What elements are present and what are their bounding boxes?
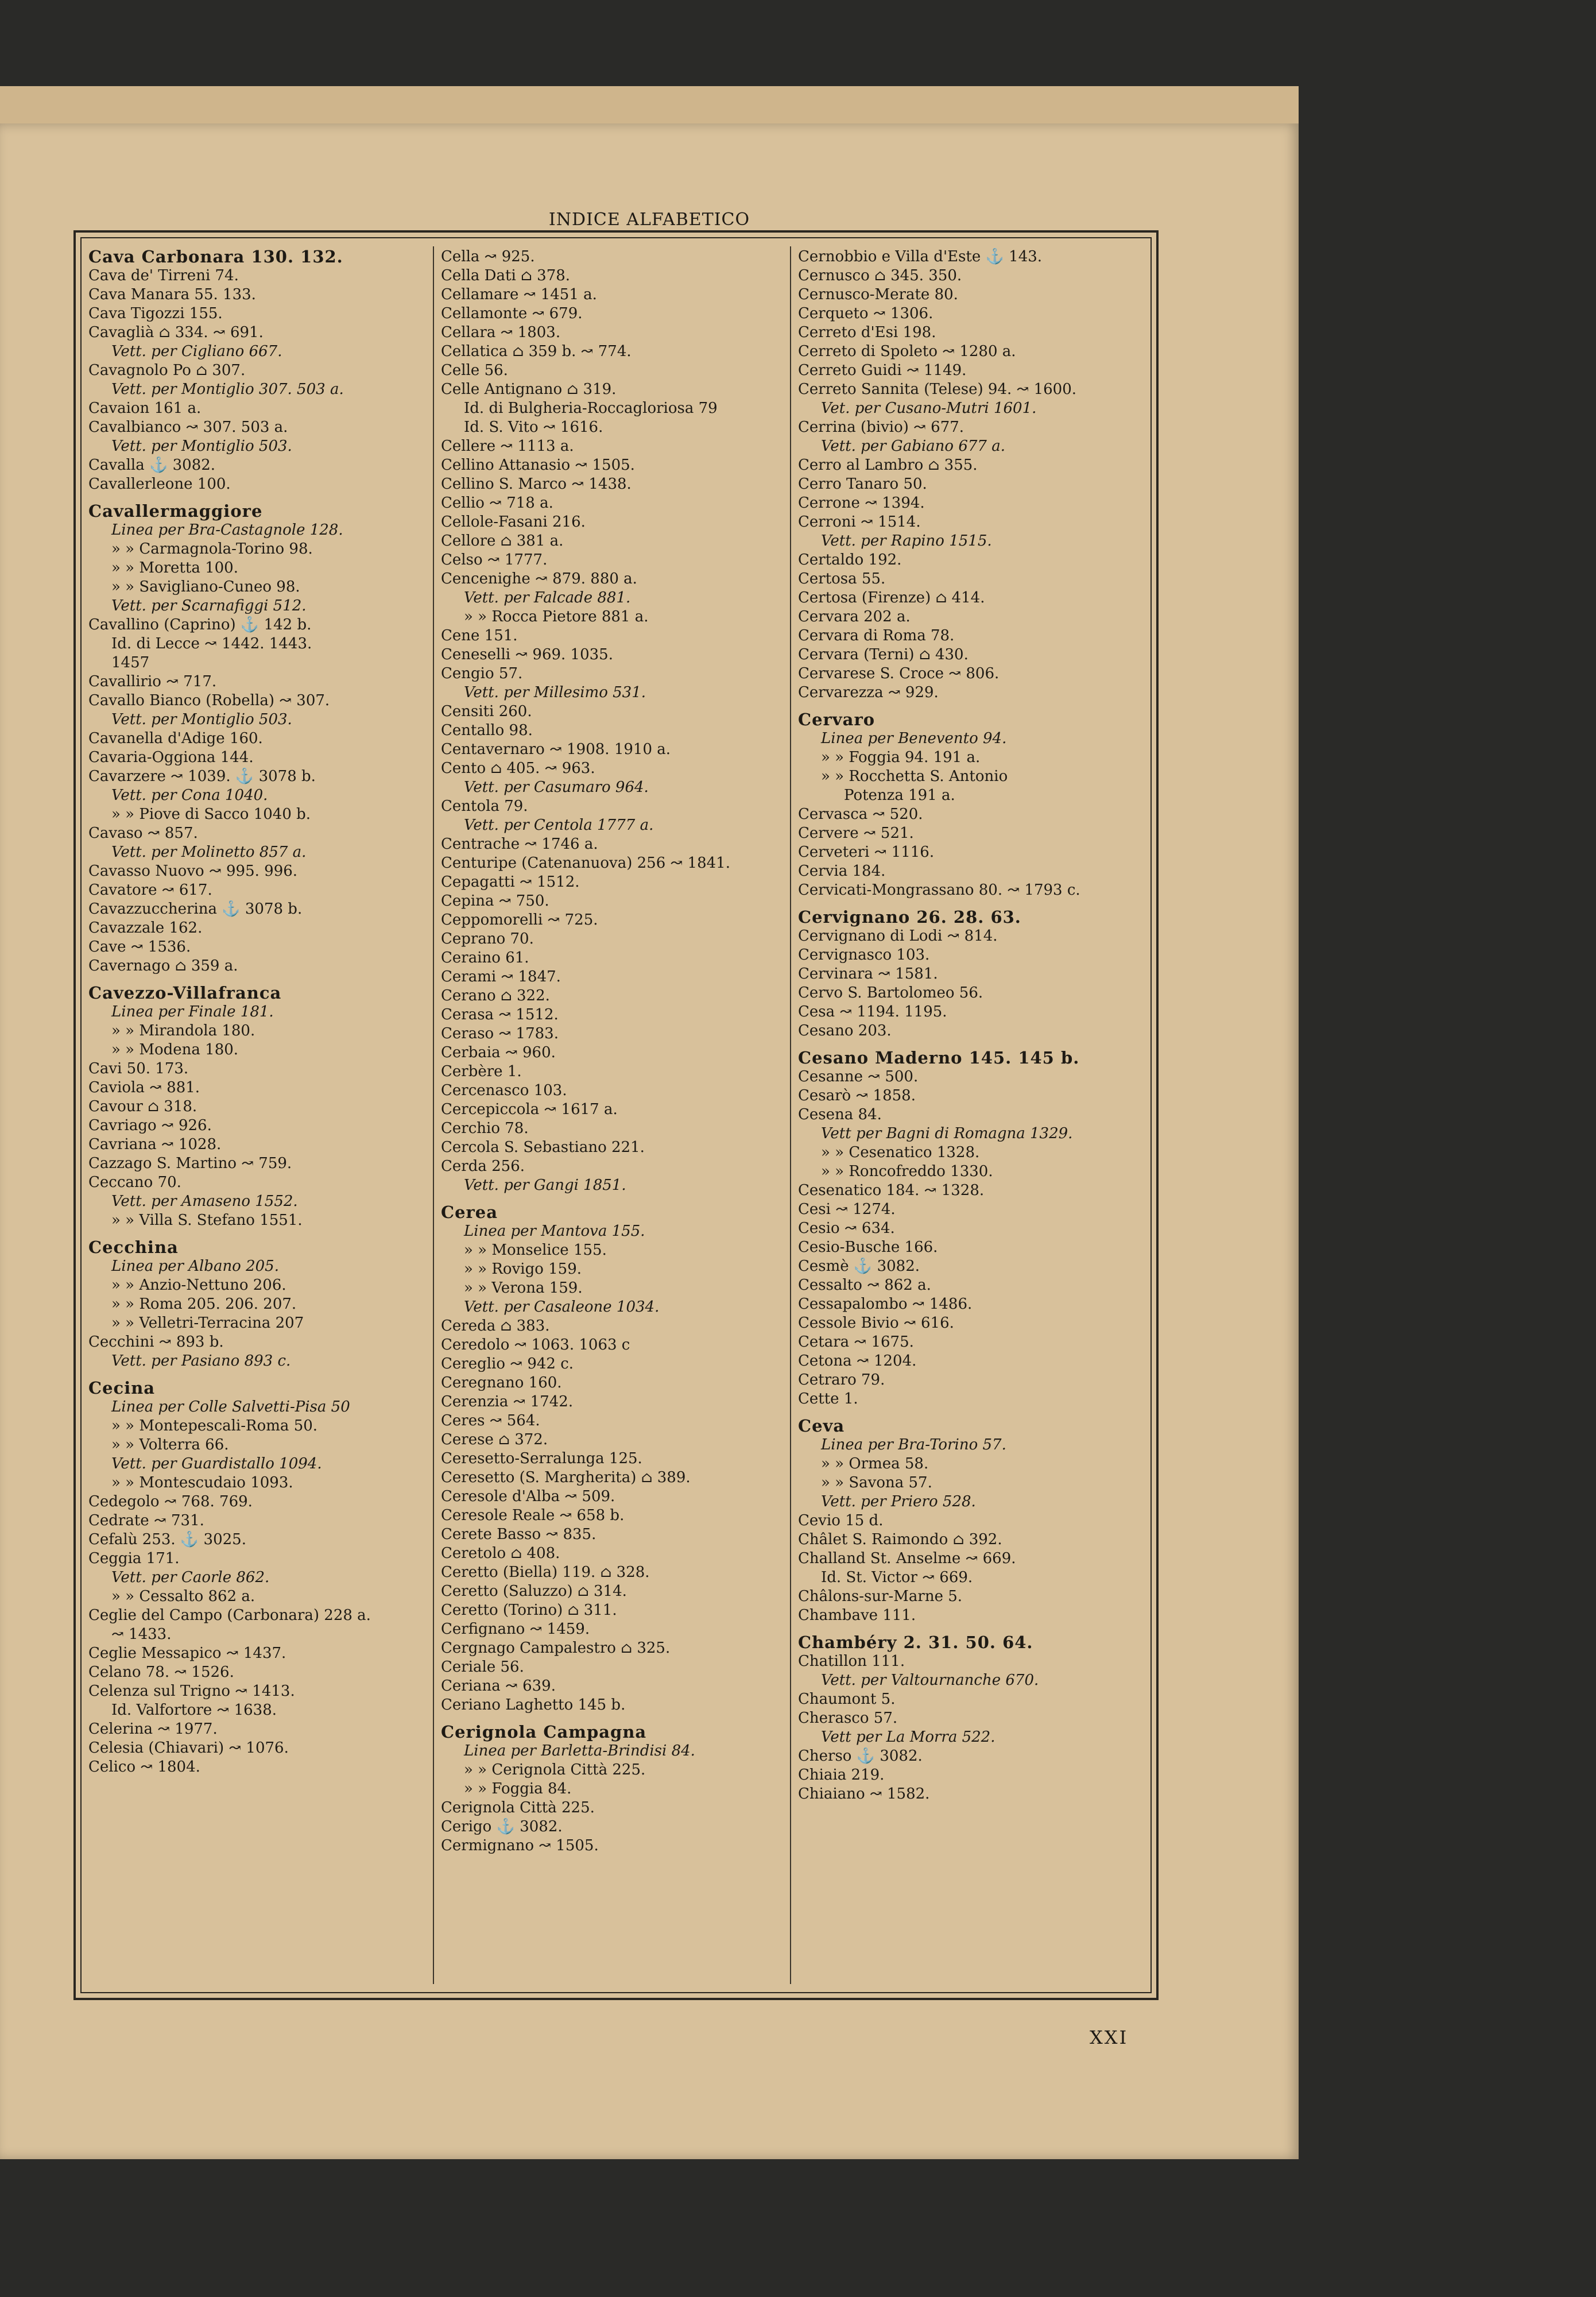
index-entry: Ceriana ↝ 639. [441,1677,556,1695]
index-entry: Vett. per Montiglio 503. [111,711,292,728]
index-entry: Cerbaia ↝ 960. [441,1044,556,1061]
index-entry: » » Modena 180. [111,1041,239,1058]
index-entry: Centavernaro ↝ 1908. 1910 a. [441,741,671,758]
index-entry: Cervarezza ↝ 929. [798,684,939,701]
index-entry: Cellino Attanasio ↝ 1505. [441,457,635,474]
index-entry: Certaldo 192. [798,551,902,569]
index-entry: Cava Tigozzi 155. [88,305,223,322]
index-entry: Challand St. Anselme ↝ 669. [798,1550,1016,1567]
index-entry: Cervicati-Mongrassano 80. ↝ 1793 c. [798,881,1080,899]
index-heading: Chambéry 2. 31. 50. 64. [798,1633,1033,1652]
index-entry: Cavagnolo Po ⌂ 307. [88,362,246,379]
index-entry: Vett. per Scarnafiggi 512. [111,597,307,614]
index-heading: Cecina [88,1378,156,1398]
index-entry: Cernusco-Merate 80. [798,286,958,303]
index-entry: Cellino S. Marco ↝ 1438. [441,475,632,493]
index-entry: Cesanne ↝ 500. [798,1068,919,1085]
index-entry: Cerasa ↝ 1512. [441,1006,559,1023]
index-entry: Cella Dati ⌂ 378. [441,267,571,284]
index-entry: Chambave 111. [798,1607,916,1624]
index-entry: Cavaion 161 a. [88,400,202,417]
index-entry: Id. di Bulgheria-Roccagloriosa 79 [464,400,718,417]
index-entry: Cervignasco 103. [798,946,930,964]
index-entry: Cavernago ⌂ 359 a. [88,957,238,975]
index-entry: Vett. per Montiglio 307. 503 a. [111,381,344,398]
index-entry: » » Montepescali-Roma 50. [111,1417,318,1434]
index-entry: Cetraro 79. [798,1371,885,1389]
index-entry: Cavallirio ↝ 717. [88,673,217,690]
index-entry: Certosa (Firenze) ⌂ 414. [798,589,985,606]
index-entry: » » Cesenatico 1328. [821,1144,980,1161]
spacer [88,494,427,502]
index-entry: Centuripe (Catenanuova) 256 ↝ 1841. [441,854,730,872]
index-entry: Chaumont 5. [798,1691,896,1708]
index-entry: » » Anzio-Nettuno 206. [111,1277,286,1294]
index-entry: Id. di Lecce ↝ 1442. 1443. [111,635,312,652]
index-entry: » » Cessalto 862 a. [111,1588,255,1605]
index-entry: Cavasso Nuovo ↝ 995. 996. [88,863,298,880]
index-heading: Cavallermaggiore [88,501,263,521]
index-entry: Linea per Bra-Castagnole 128. [111,521,343,539]
index-entry: Cerete Basso ↝ 835. [441,1526,596,1543]
index-entry: Cesarò ↝ 1858. [798,1087,916,1104]
index-entry: Ceresetto (S. Margherita) ⌂ 389. [441,1469,691,1486]
index-entry: Vett. per Caorle 862. [111,1569,270,1586]
index-entry: Celerina ↝ 1977. [88,1720,218,1738]
index-entry: Vett. per Montiglio 503. [111,438,292,455]
index-entry: Ceresetto-Serralunga 125. [441,1450,642,1467]
index-heading: Cerignola Campagna [441,1722,647,1742]
index-entry: Cava de' Tirreni 74. [88,267,239,284]
spacer [798,702,1147,710]
index-entry: » » Piove di Sacco 1040 b. [111,806,311,823]
index-entry: Cavarzere ↝ 1039. ⚓ 3078 b. [88,768,316,785]
index-entry: Vett. per Millesimo 531. [464,684,646,701]
index-entry: Ceprano 70. [441,930,534,948]
index-entry: Cherasco 57. [798,1710,898,1727]
index-entry: Cercola S. Sebastiano 221. [441,1139,645,1156]
index-entry: Cedrate ↝ 731. [88,1512,204,1529]
page-number: XXI [1090,2027,1129,2048]
index-entry: Cercenasco 103. [441,1082,567,1099]
index-entry: Cervere ↝ 521. [798,825,914,842]
index-entry: Vett. per Cigliano 667. [111,343,282,360]
index-entry: Cavalla ⚓ 3082. [88,457,216,474]
index-entry: Cesa ↝ 1194. 1195. [798,1003,947,1020]
index-entry: Vett per La Morra 522. [821,1728,995,1746]
index-entry: Celle Antignano ⌂ 319. [441,381,617,398]
index-entry: Cervinara ↝ 1581. [798,965,938,983]
index-entry: Centrache ↝ 1746 a. [441,836,598,853]
index-entry: Ceresole d'Alba ↝ 509. [441,1488,615,1505]
index-entry: Vett. per Casumaro 964. [464,779,649,796]
index-entry: Ceppomorelli ↝ 725. [441,911,598,929]
index-entry: » » Roma 205. 206. 207. [111,1296,297,1313]
index-entry: Cerreto d'Esi 198. [798,324,936,341]
index-entry: Cermignano ↝ 1505. [441,1837,599,1854]
index-entry: Cernobbio e Villa d'Este ⚓ 143. [798,248,1043,265]
index-entry: Cereda ⌂ 383. [441,1317,550,1335]
spacer [798,1409,1147,1417]
index-entry: » » Rovigo 159. [464,1260,582,1278]
index-entry: Cefalù 253. ⚓ 3025. [88,1531,246,1548]
index-entry: Cercepiccola ↝ 1617 a. [441,1101,618,1118]
index-entry: Centallo 98. [441,722,533,739]
index-entry: Cerda 256. [441,1158,525,1175]
index-entry: » » Rocchetta S. Antonio [821,768,1008,785]
index-entry: Cellole-Fasani 216. [441,513,586,531]
index-entry: Cessole Bivio ↝ 616. [798,1314,954,1332]
index-frame [73,230,1159,2000]
index-entry: Censiti 260. [441,703,532,720]
index-column-2 [433,246,790,1984]
index-entry: » » Ormea 58. [821,1455,929,1472]
index-entry: Vett. per Gangi 1851. [464,1177,626,1194]
index-entry: Cerami ↝ 1847. [441,968,561,985]
index-entry: Cencenighe ↝ 879. 880 a. [441,570,637,587]
index-entry: Cavallerleone 100. [88,475,231,493]
index-entry: Cetona ↝ 1204. [798,1352,917,1370]
index-entry: Cavallo Bianco (Robella) ↝ 307. [88,692,330,709]
index-entry: Linea per Barletta-Brindisi 84. [464,1742,695,1760]
index-entry: Cessapalombo ↝ 1486. [798,1296,973,1313]
page-header: INDICE ALFABETICO [548,210,750,230]
index-entry: Vett. per Falcade 881. [464,589,631,606]
index-entry: Ceccano 70. [88,1174,181,1191]
index-entry: Cellio ↝ 718 a. [441,494,553,512]
index-heading: Ceva [798,1416,845,1436]
index-heading: Cavezzo-Villafranca [88,983,282,1003]
index-entry: Vett. per Amaseno 1552. [111,1193,298,1210]
spacer [798,1041,1147,1049]
index-entry: Cellamare ↝ 1451 a. [441,286,597,303]
index-entry: Ceregnano 160. [441,1374,562,1391]
index-entry: » » Monselice 155. [464,1242,607,1259]
index-entry: Châlons-sur-Marne 5. [798,1588,963,1605]
index-entry: Linea per Albano 205. [111,1258,279,1275]
index-column-3 [790,246,1153,1984]
index-entry: Cellara ↝ 1803. [441,324,561,341]
index-heading: Cecchina [88,1238,179,1257]
spacer [88,1371,427,1379]
index-entry: Cette 1. [798,1390,858,1407]
index-entry: Linea per Bra-Torino 57. [821,1436,1006,1453]
index-entry: Ceggia 171. [88,1550,180,1567]
index-entry: Ceriano Laghetto 145 b. [441,1696,626,1714]
index-entry: Cernusco ⌂ 345. 350. [798,267,962,284]
index-entry: Cavour ⌂ 318. [88,1098,197,1115]
index-entry: Cave ↝ 1536. [88,938,191,956]
index-entry: Châlet S. Raimondo ⌂ 392. [798,1531,1002,1548]
index-entry: Cerrone ↝ 1394. [798,494,925,512]
index-entry: Cavazzale 162. [88,919,203,937]
index-entry: » » Villa S. Stefano 1551. [111,1212,303,1229]
index-entry: ↝ 1433. [111,1626,172,1643]
index-entry: Celenza sul Trigno ↝ 1413. [88,1683,295,1700]
index-entry: Cesena 84. [798,1106,882,1123]
index-entry: Chatillon 111. [798,1653,905,1670]
index-entry: Cerchio 78. [441,1120,529,1137]
index-entry: Chiaia 219. [798,1766,885,1784]
book-page [0,123,1299,2159]
index-entry: Cetara ↝ 1675. [798,1333,914,1351]
index-entry: Cava Manara 55. 133. [88,286,256,303]
index-entry: » » Velletri-Terracina 207 [111,1314,304,1332]
index-entry: Cergnago Campalestro ⌂ 325. [441,1639,671,1657]
index-entry: Cervara 202 a. [798,608,911,625]
index-entry: Id. Valfortore ↝ 1638. [111,1702,277,1719]
index-entry: Vett. per Gabiano 677 a. [821,438,1005,455]
index-heading: Cesano Maderno 145. 145 b. [798,1048,1080,1068]
index-heading: Cerea [441,1202,498,1222]
index-entry: Vett per Bagni di Romagna 1329. [821,1125,1073,1142]
spacer [441,1715,784,1723]
index-entry: Ceglie del Campo (Carbonara) 228 a. [88,1607,371,1624]
index-entry: Cesi ↝ 1274. [798,1201,896,1218]
index-entry: Cedegolo ↝ 768. 769. [88,1493,253,1510]
index-entry: Celle 56. [441,362,508,379]
index-entry: Cerqueto ↝ 1306. [798,305,933,322]
index-entry: Ceresole Reale ↝ 658 b. [441,1507,625,1524]
index-entry: Cepina ↝ 750. [441,892,549,910]
index-entry: Linea per Finale 181. [111,1003,274,1020]
index-entry: Cepagatti ↝ 1512. [441,873,580,891]
index-entry: Ceglie Messapico ↝ 1437. [88,1645,286,1662]
index-entry: Cavalbianco ↝ 307. 503 a. [88,419,288,436]
index-entry: Cavaria-Oggiona 144. [88,749,254,766]
index-entry: » » Carmagnola-Torino 98. [111,540,313,558]
index-entry: Cavriana ↝ 1028. [88,1136,222,1153]
index-entry: Vett. per Rapino 1515. [821,532,992,550]
index-entry: Ceraino 61. [441,949,529,966]
index-entry: Cazzago S. Martino ↝ 759. [88,1155,292,1172]
index-entry: Cerese ⌂ 372. [441,1431,548,1448]
index-entry: Cavriago ↝ 926. [88,1117,212,1134]
spacer [88,976,427,984]
index-entry: Ceneselli ↝ 969. 1035. [441,646,613,663]
index-entry: Cevio 15 d. [798,1512,884,1529]
spacer [88,1230,427,1238]
index-entry: Ceretolo ⌂ 408. [441,1545,560,1562]
index-entry: Vett. per Centola 1777 a. [464,817,654,834]
index-entry: Cerrina (bivio) ↝ 677. [798,419,964,436]
index-entry: Cerro Tanaro 50. [798,475,927,493]
index-entry: Vett. per Guardistallo 1094. [111,1455,322,1472]
index-entry: » » Moretta 100. [111,559,238,577]
index-inner-frame [80,237,1152,1993]
index-entry: Cerreto Sannita (Telese) 94. ↝ 1600. [798,381,1077,398]
index-entry: » » Montescudaio 1093. [111,1474,293,1491]
index-entry: » » Savigliano-Cuneo 98. [111,578,300,595]
index-entry: Cavanella d'Adige 160. [88,730,263,747]
index-entry: » » Foggia 94. 191 a. [821,749,981,766]
index-entry: Celesia (Chiavari) ↝ 1076. [88,1739,289,1757]
index-entry: Cervasca ↝ 520. [798,806,923,823]
index-entry: Cervignano di Lodi ↝ 814. [798,927,998,945]
index-entry: Cavazzuccherina ⚓ 3078 b. [88,900,303,918]
index-entry: Cesio ↝ 634. [798,1220,895,1237]
index-entry: Centola 79. [441,798,528,815]
index-entry: Potenza 191 a. [844,787,955,804]
index-entry: Celso ↝ 1777. [441,551,548,569]
index-entry: Chiaiano ↝ 1582. [798,1785,930,1803]
index-entry: Cervo S. Bartolomeo 56. [798,984,983,1001]
index-entry: Cerenzia ↝ 1742. [441,1393,574,1410]
spacer [798,1625,1147,1633]
index-entry: Cerigo ⚓ 3082. [441,1818,563,1835]
index-entry: Cerroni ↝ 1514. [798,513,921,531]
index-entry: » » Savona 57. [821,1474,932,1491]
index-entry: Cellamonte ↝ 679. [441,305,583,322]
index-entry: Id. St. Victor ↝ 669. [821,1569,973,1586]
index-entry: Cavallino (Caprino) ⚓ 142 b. [88,616,312,633]
index-entry: Id. S. Vito ↝ 1616. [464,419,603,436]
index-entry: 1457 [111,654,150,671]
index-entry: » » Volterra 66. [111,1436,229,1453]
index-entry: Cervara di Roma 78. [798,627,955,644]
index-heading: Cava Carbonara 130. 132. [88,247,343,266]
index-entry: » » Mirandola 180. [111,1022,255,1039]
index-entry: Cavaglià ⌂ 334. ↝ 691. [88,324,264,341]
index-entry: Cavi 50. 173. [88,1060,189,1077]
index-entry: Cerignola Città 225. [441,1799,595,1816]
index-entry: Linea per Benevento 94. [821,730,1007,747]
index-entry: Linea per Colle Salvetti-Pisa 50 [111,1398,350,1416]
index-entry: Cavatore ↝ 617. [88,881,212,899]
index-entry: Vett. per Priero 528. [821,1493,976,1510]
index-entry: Linea per Mantova 155. [464,1223,645,1240]
index-entry: Caviola ↝ 881. [88,1079,200,1096]
index-entry: Cesmè ⚓ 3082. [798,1258,920,1275]
index-entry: » » Rocca Pietore 881 a. [464,608,649,625]
index-entry: Ceres ↝ 564. [441,1412,540,1429]
index-entry: Cervarese S. Croce ↝ 806. [798,665,1000,682]
index-entry: Cavaso ↝ 857. [88,825,198,842]
index-entry: Celico ↝ 1804. [88,1758,200,1776]
index-entry: Cecchini ↝ 893 b. [88,1333,224,1351]
index-entry: Cento ⌂ 405. ↝ 963. [441,760,595,777]
index-entry: Cesio-Busche 166. [798,1239,938,1256]
index-entry: » » Foggia 84. [464,1780,572,1797]
index-entry: Cerbère 1. [441,1063,522,1080]
index-entry: Cella ↝ 925. [441,248,535,265]
index-entry: Vett. per Cona 1040. [111,787,268,804]
index-heading: Cervaro [798,710,876,729]
index-entry: Vett. per Valtournanche 670. [821,1672,1039,1689]
index-heading: Cervignano 26. 28. 63. [798,907,1021,927]
index-entry: Cerveteri ↝ 1116. [798,844,935,861]
index-entry: » » Cerignola Città 225. [464,1761,646,1778]
index-entry: » » Verona 159. [464,1279,583,1297]
index-entry: Vet. per Cusano-Mutri 1601. [821,400,1037,417]
index-entry: Vett. per Casaleone 1034. [464,1298,660,1316]
index-entry: Cellere ↝ 1113 a. [441,438,574,455]
index-entry: Ceretto (Torino) ⌂ 311. [441,1602,617,1619]
index-entry: Cerreto Guidi ↝ 1149. [798,362,967,379]
index-entry: Cerano ⌂ 322. [441,987,550,1004]
index-entry: Ceretto (Saluzzo) ⌂ 314. [441,1583,627,1600]
index-entry: Cesenatico 184. ↝ 1328. [798,1182,985,1199]
index-entry: Cherso ⚓ 3082. [798,1747,923,1765]
index-entry: Vett. per Pasiano 893 c. [111,1352,291,1370]
index-column-1 [82,246,433,1984]
index-entry: Cellore ⌂ 381 a. [441,532,564,550]
index-entry: Celano 78. ↝ 1526. [88,1664,234,1681]
index-entry: Cellatica ⌂ 359 b. ↝ 774. [441,343,632,360]
index-entry: Cereglio ↝ 942 c. [441,1355,574,1372]
index-entry: Cesano 203. [798,1022,892,1039]
index-entry: Cerreto di Spoleto ↝ 1280 a. [798,343,1016,360]
index-entry: Cene 151. [441,627,518,644]
index-entry: Ceraso ↝ 1783. [441,1025,559,1042]
index-entry: Ceredolo ↝ 1063. 1063 c [441,1336,630,1354]
index-entry: » » Roncofreddo 1330. [821,1163,993,1180]
index-entry: Certosa 55. [798,570,886,587]
spacer [798,900,1147,908]
index-entry: Cervia 184. [798,863,886,880]
index-entry: Cervara (Terni) ⌂ 430. [798,646,969,663]
index-entry: Ceriale 56. [441,1658,524,1676]
index-entry: Ceretto (Biella) 119. ⌂ 328. [441,1564,650,1581]
index-entry: Cessalto ↝ 862 a. [798,1277,931,1294]
index-entry: Cerro al Lambro ⌂ 355. [798,457,978,474]
index-entry: Vett. per Molinetto 857 a. [111,844,307,861]
index-entry: Cerfignano ↝ 1459. [441,1621,590,1638]
index-entry: Cengio 57. [441,665,523,682]
spacer [441,1195,784,1203]
